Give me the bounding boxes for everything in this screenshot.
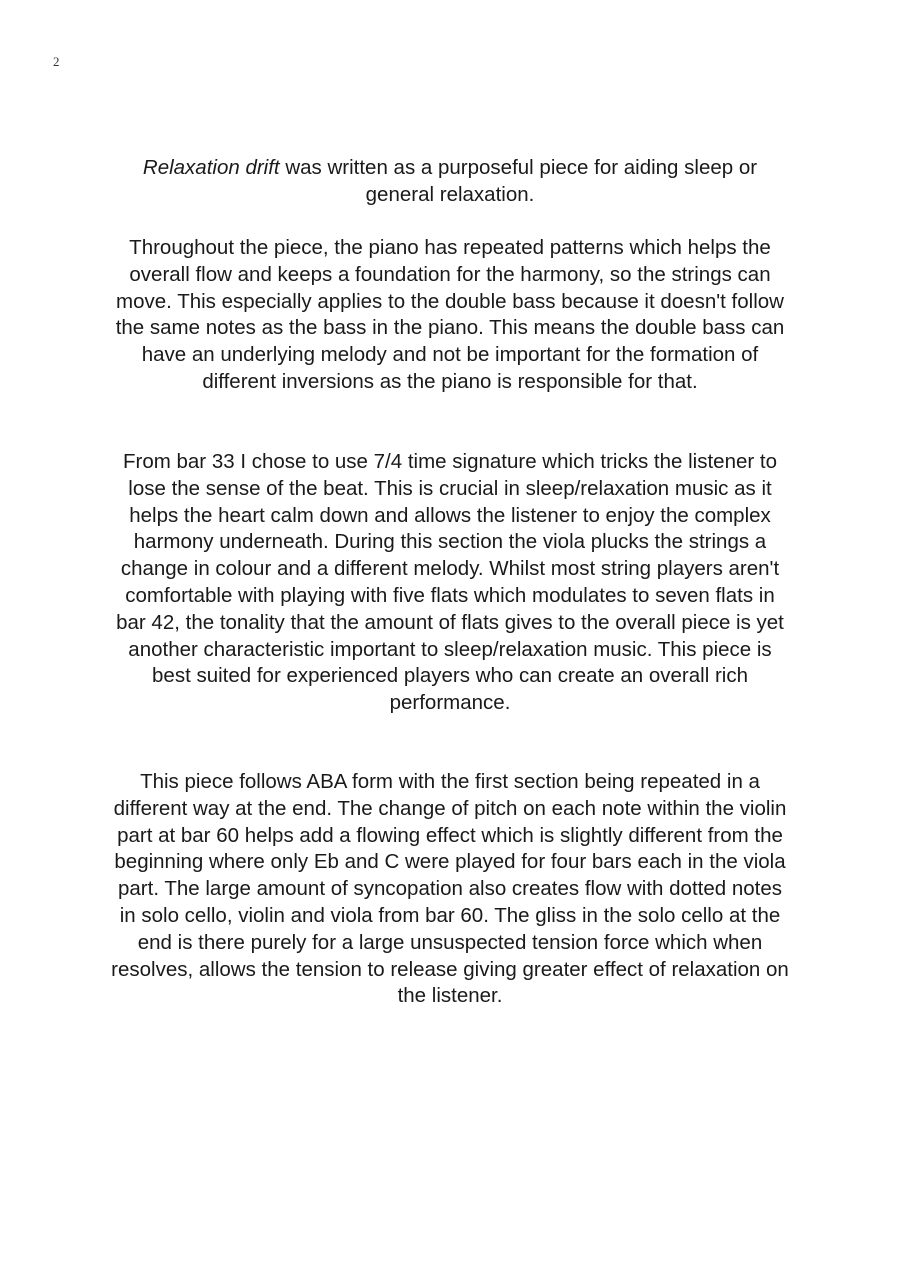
paragraph-line: [60, 155, 840, 182]
paragraph-line: have an underlying melody and not be important for the formation of: [141, 343, 759, 367]
intro-paragraph: [60, 155, 840, 209]
piano-patterns-paragraph: [60, 235, 840, 396]
paragraph-line: in solo cello, violin and viola from bar 60. The gliss in the solo cello at the: [119, 903, 781, 927]
paragraph-line: overall flow and keeps a foundation for the harmony, so the strings can: [129, 262, 771, 286]
paragraph-line: the same notes as the bass in the piano. This means the double bass can: [115, 316, 785, 340]
paragraph-line: comfortable with playing with five flats which modulates to seven flats in: [125, 583, 775, 607]
paragraph-line: end is there purely for a large unsuspected tension force which when: [137, 930, 763, 954]
paragraph-line: From bar 33 I chose to use 7/4 time signature which tricks the listener to: [122, 450, 778, 473]
time-signature-paragraph: [60, 449, 840, 717]
paragraph-line: performance.: [389, 691, 511, 715]
paragraph-line: the listener.: [397, 984, 503, 1008]
paragraph-line: different inversions as the piano is responsible for that.: [202, 369, 698, 393]
paragraph-line: different way at the end. The change of pitch on each note within the violin: [113, 796, 787, 820]
paragraph-line: helps the heart calm down and allows the listener to enjoy the complex: [129, 503, 771, 527]
paragraph-line: part. The large amount of syncopation also creates flow with dotted notes: [118, 877, 782, 901]
paragraph-line: harmony underneath. During this section the viola plucks the strings a: [133, 530, 767, 554]
piece-title: Relaxation drift: [142, 156, 280, 179]
paragraph-line: This piece follows ABA form with the first section being repeated in a: [140, 770, 760, 793]
paragraph-line: resolves, allows the tension to release giving greater effect of relaxation on: [111, 957, 789, 981]
paragraph-line: Throughout the piece, the piano has repeated patterns which helps the: [129, 236, 771, 259]
paragraph-line: best suited for experienced players who can create an overall rich: [152, 664, 748, 688]
intro-line-1-text: was written as a purposeful piece for aiding sleep or: [279, 156, 758, 179]
page-number: 2: [53, 54, 60, 69]
paragraph-line: change in colour and a different melody. Whilst most string players aren't: [120, 557, 780, 581]
paragraph-line: general relaxation.: [365, 182, 535, 206]
paragraph-line: move. This especially applies to the double bass because it doesn't follow: [116, 289, 784, 313]
paragraph-line: another characteristic important to sleep/relaxation music. This piece is: [128, 637, 772, 661]
form-paragraph: [58, 769, 842, 1010]
paragraph-line: bar 42, the tonality that the amount of flats gives to the overall piece is yet: [116, 610, 784, 634]
paragraph-line: beginning where only Eb and C were played for four bars each in the viola: [114, 850, 786, 874]
paragraph-line: lose the sense of the beat. This is crucial in sleep/relaxation music as it: [128, 476, 772, 500]
paragraph-line: part at bar 60 helps add a flowing effect which is slightly different from the: [117, 823, 783, 847]
